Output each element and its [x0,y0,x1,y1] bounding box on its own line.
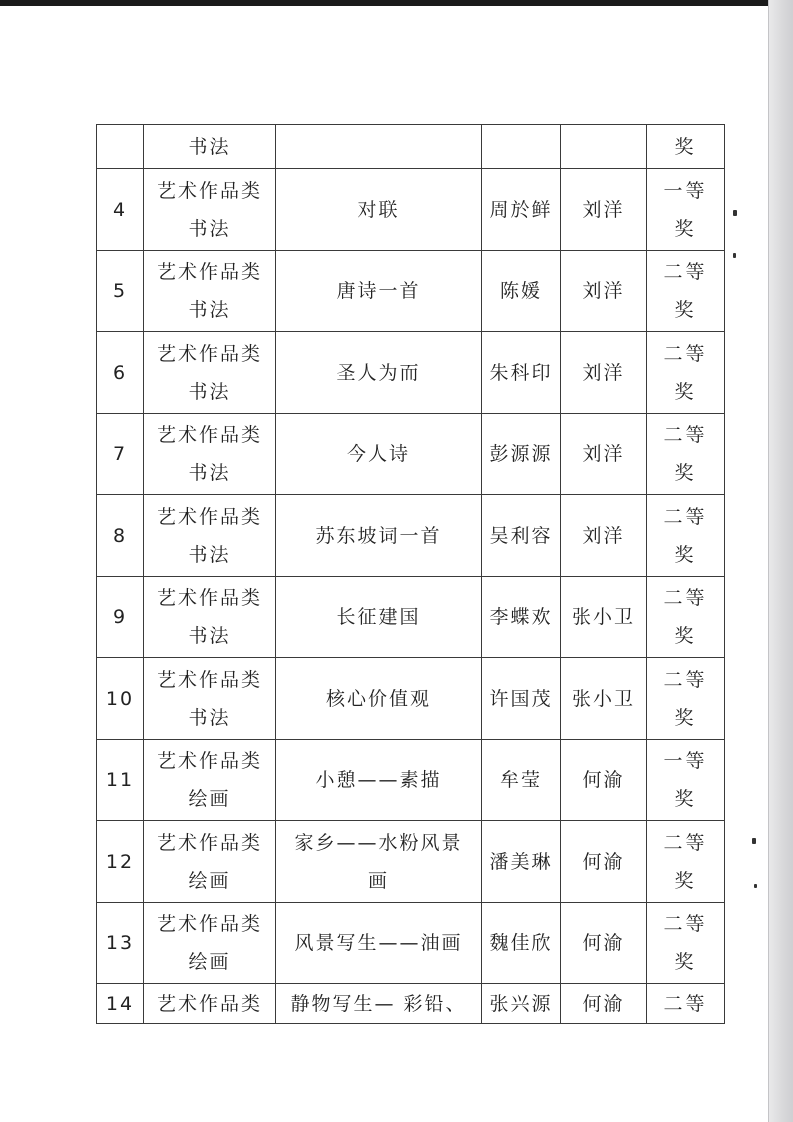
cell-category-line: 书法 [188,462,231,484]
cell-author: 彭源源 [482,414,561,495]
cell-work-title [276,903,482,984]
cell-teacher: 刘洋 [561,251,647,332]
cell-prize-line: 二等 [663,424,708,446]
cell-category-line: 书法 [188,217,231,240]
cell-teacher [561,125,647,169]
cell-number: 14 [97,984,144,1024]
cell-prize [647,125,725,169]
cell-author: 李蝶欢 [482,577,561,658]
table-row [97,125,725,169]
table-row [97,903,725,984]
cell-prize [647,332,725,414]
cell-work-title [276,658,482,740]
cell-prize-line: 奖 [674,135,697,158]
cell-category [144,821,276,903]
cell-work-title [276,414,482,495]
cell-author: 牟莹 [482,740,561,821]
cell-prize-line: 二等 [663,831,708,854]
cell-prize-line: 二等 [663,992,708,1015]
cell-prize-line: 奖 [674,706,697,729]
cell-prize-line: 奖 [674,299,697,321]
cell-category-line: 书法 [188,380,231,403]
cell-author: 朱科印 [482,332,561,414]
cell-category [144,169,276,251]
table-row [97,984,725,1024]
cell-prize [647,169,725,251]
cell-author: 潘美琳 [482,821,561,903]
cell-prize [647,577,725,658]
cell-work-title-line: 静物写生— 彩铅、 [290,992,467,1015]
cell-work-title [276,984,482,1024]
cell-author: 陈媛 [482,251,561,332]
cell-teacher: 刘洋 [561,332,647,414]
scan-speck [733,253,736,258]
cell-teacher: 何渝 [561,740,647,821]
cell-number: 8 [97,495,144,577]
cell-prize [647,658,725,740]
cell-teacher: 张小卫 [561,658,647,740]
cell-category [144,577,276,658]
cell-number: 7 [97,414,144,495]
cell-category-line: 艺术作品类 [156,913,262,935]
award-table-body [97,125,725,1024]
cell-category [144,658,276,740]
cell-category [144,414,276,495]
cell-work-title-line: 画 [367,869,389,892]
scan-speck [733,210,737,216]
table-row [97,577,725,658]
cell-prize-line: 二等 [663,505,708,528]
cell-work-title-line: 家乡——水粉风景 [294,831,463,854]
cell-category-line: 艺术作品类 [156,831,262,854]
scan-speck [752,838,756,844]
cell-number [97,125,144,169]
cell-category-line: 艺术作品类 [156,505,262,528]
cell-prize-line: 奖 [674,625,697,647]
cell-prize-line: 一等 [663,750,708,772]
cell-work-title [276,577,482,658]
cell-work-title-line: 唐诗一首 [336,280,421,302]
cell-number: 13 [97,903,144,984]
cell-work-title [276,821,482,903]
table-row [97,658,725,740]
cell-prize-line: 奖 [674,543,697,566]
scan-right-edge [769,0,793,1122]
table-row [97,821,725,903]
cell-prize-line: 奖 [674,869,697,892]
cell-author: 张兴源 [482,984,561,1024]
cell-work-title-line: 今人诗 [346,443,410,465]
cell-category-line: 艺术作品类 [156,342,262,365]
cell-category-line: 绘画 [188,951,231,973]
cell-category-line: 书法 [188,706,231,729]
cell-work-title-line: 核心价值观 [325,687,431,710]
cell-work-title-line: 风景写生——油画 [294,932,463,954]
cell-prize-line: 二等 [663,342,708,365]
cell-category [144,984,276,1024]
cell-author: 魏佳欣 [482,903,561,984]
cell-category-line: 书法 [188,135,231,158]
cell-work-title [276,169,482,251]
scan-top-edge [0,0,793,6]
cell-category-line: 艺术作品类 [156,424,262,446]
cell-prize [647,821,725,903]
cell-work-title [276,740,482,821]
cell-category-line: 书法 [188,299,231,321]
cell-category [144,740,276,821]
cell-prize-line: 二等 [663,913,708,935]
cell-category [144,125,276,169]
cell-prize [647,414,725,495]
cell-prize-line: 二等 [663,668,708,691]
cell-prize-line: 奖 [674,462,697,484]
table-row [97,169,725,251]
cell-number: 12 [97,821,144,903]
cell-work-title [276,125,482,169]
cell-prize-line: 一等 [663,179,708,202]
cell-teacher: 刘洋 [561,495,647,577]
cell-teacher: 刘洋 [561,169,647,251]
table-row [97,251,725,332]
cell-category-line: 艺术作品类 [156,261,262,283]
cell-category-line: 书法 [188,625,231,647]
cell-number: 10 [97,658,144,740]
cell-work-title [276,495,482,577]
cell-category-line: 艺术作品类 [156,992,262,1015]
cell-category-line: 绘画 [188,788,231,810]
cell-category-line: 艺术作品类 [156,179,262,202]
cell-prize [647,903,725,984]
cell-number: 11 [97,740,144,821]
cell-category-line: 书法 [188,543,231,566]
cell-teacher: 刘洋 [561,414,647,495]
award-table [96,124,725,1024]
cell-author: 吴利容 [482,495,561,577]
cell-category-line: 绘画 [188,869,231,892]
cell-prize-line: 奖 [674,951,697,973]
cell-category [144,332,276,414]
cell-category-line: 艺术作品类 [156,587,262,609]
cell-category-line: 艺术作品类 [156,668,262,691]
table-row [97,414,725,495]
cell-prize [647,984,725,1024]
scan-speck [754,884,757,888]
table-row [97,740,725,821]
cell-author: 许国茂 [482,658,561,740]
cell-author [482,125,561,169]
cell-category [144,251,276,332]
cell-number: 5 [97,251,144,332]
cell-author: 周於鲜 [482,169,561,251]
cell-prize [647,495,725,577]
cell-teacher: 张小卫 [561,577,647,658]
cell-work-title-line: 苏东坡词一首 [315,524,442,547]
cell-number: 4 [97,169,144,251]
cell-category [144,903,276,984]
cell-work-title-line: 小憩——素描 [315,769,442,791]
cell-prize-line: 二等 [663,261,708,283]
cell-prize [647,740,725,821]
cell-teacher: 何渝 [561,903,647,984]
cell-teacher: 何渝 [561,984,647,1024]
cell-prize-line: 奖 [674,380,697,403]
cell-category-line: 艺术作品类 [156,750,262,772]
cell-prize-line: 奖 [674,788,697,810]
cell-work-title-line: 对联 [357,198,400,221]
cell-work-title-line: 圣人为而 [336,361,421,384]
table-row [97,495,725,577]
cell-prize [647,251,725,332]
table-row [97,332,725,414]
cell-work-title-line: 长征建国 [336,606,421,628]
cell-prize-line: 奖 [674,217,697,240]
cell-prize-line: 二等 [663,587,708,609]
cell-number: 6 [97,332,144,414]
cell-work-title [276,332,482,414]
cell-category [144,495,276,577]
cell-number: 9 [97,577,144,658]
cell-teacher: 何渝 [561,821,647,903]
cell-work-title [276,251,482,332]
